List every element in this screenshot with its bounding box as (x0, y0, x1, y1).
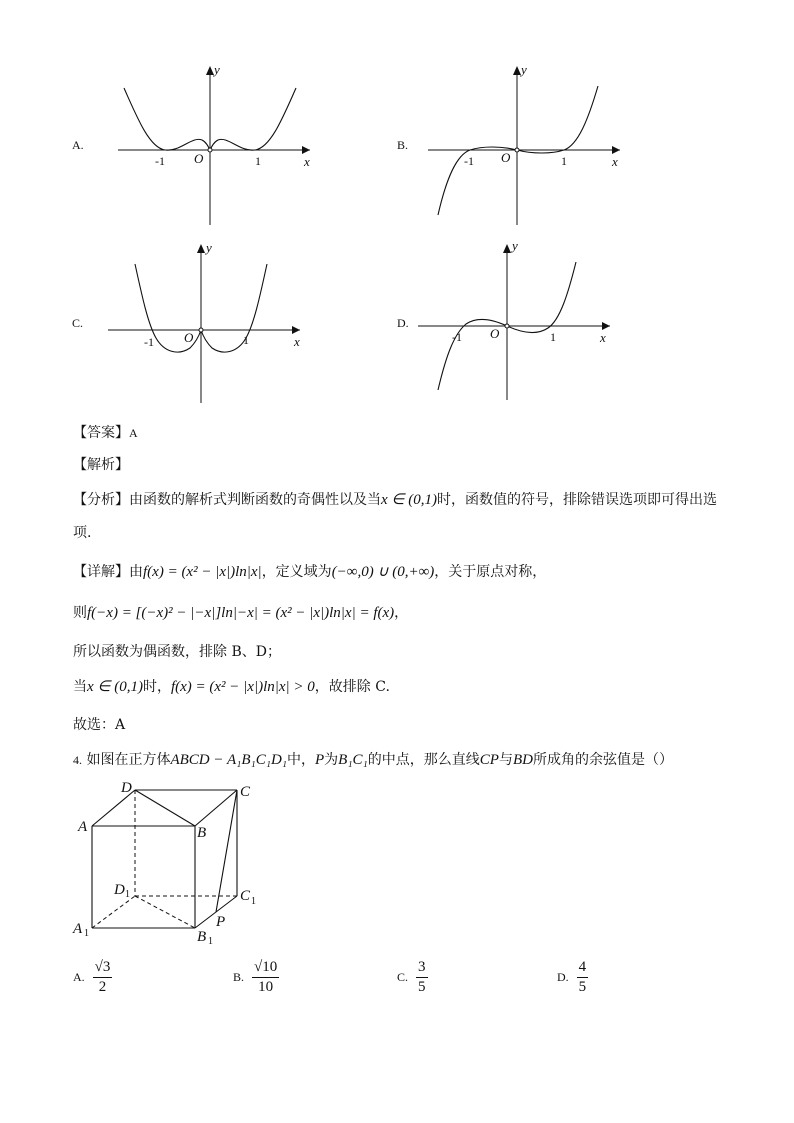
even-line: 所以函数为偶函数，排除 B、D； (73, 644, 281, 660)
tick-one: 1 (243, 333, 249, 347)
origin-dot (199, 328, 203, 332)
graph-c (100, 238, 310, 408)
x-axis-arrow (292, 326, 300, 334)
x-axis-arrow (302, 146, 310, 154)
detail-tag: 【详解】 (73, 564, 129, 580)
sign-expr: f(x) = (x² − |x|)ln|x| > 0 (170, 679, 315, 695)
label-d1-sub: 1 (125, 889, 130, 900)
detail-line: 【详解】由f(x) = (x² − |x|)ln|x|，定义域为(−∞,0) ∪ (0,+∞)，关于原点对称， (73, 564, 547, 580)
label-b1-sub: 1 (208, 936, 213, 947)
choice-b-fraction: $\frac{√10}{10}$ (254, 959, 278, 995)
tick-neg-one: -1 (464, 154, 474, 168)
origin-dot (208, 148, 212, 152)
tick-neg-one: -1 (155, 154, 165, 168)
segment-cp (216, 790, 237, 912)
tick-one: 1 (255, 154, 261, 168)
choose-line: 故选：A (73, 717, 126, 733)
label-b1: B (197, 929, 207, 945)
label-c: C (240, 784, 251, 800)
label-p: P (216, 914, 226, 930)
choice-d[interactable] (557, 958, 588, 997)
parity-expr: f(−x) = [(−x)² − |−x|]ln|−x| = (x² − |x|)ln|x| = f(x) (87, 605, 395, 621)
answer-tag: 【答案】 (73, 425, 129, 441)
then-line: 则f(−x) = [(−x)² − |−x|]ln|−x| = (x² − |x|)ln|x| = f(x)， (73, 605, 409, 621)
graph-b (420, 60, 630, 230)
fenxi-line: 【分析】由函数的解析式判断函数的奇偶性以及当x ∈ (0,1)时，函数值的符号，排除错误选项即可得出选 (73, 492, 717, 508)
origin-label: O (490, 326, 500, 341)
y-axis-arrow (197, 244, 205, 253)
y-label: y (206, 240, 212, 255)
x-axis-arrow (602, 322, 610, 330)
label-c1: C (240, 888, 251, 904)
fenxi-tag: 【分析】 (73, 492, 129, 508)
tick-neg-one: -1 (452, 330, 462, 344)
x-label: x (600, 330, 606, 345)
graph-d (410, 238, 620, 408)
origin-label: O (184, 330, 194, 345)
choice-d-fraction: $\frac{4}{5}$ (578, 959, 587, 995)
x-axis-arrow (612, 146, 620, 154)
analysis-heading: 【解析】 (73, 457, 129, 473)
label-a1-sub: 1 (84, 928, 89, 939)
choice-a[interactable] (73, 958, 112, 997)
answer-line (73, 422, 138, 442)
graph-a (110, 60, 320, 230)
y-label: y (521, 62, 527, 77)
option-d-letter: D. (397, 316, 409, 330)
edge-a1d1-hidden (92, 896, 135, 928)
origin-dot (515, 148, 519, 152)
interval-expr: x ∈ (0,1) (381, 492, 437, 508)
label-a: A (78, 819, 88, 835)
question-4: 4. 如图在正方体ABCD − A₁B₁C₁D₁中，P为B₁C₁的中点，那么直线CP与BD所成角的余弦值是（） (73, 752, 673, 768)
x-label: x (612, 154, 618, 169)
y-axis-arrow (503, 244, 511, 253)
choice-a-fraction: $\frac{√3}{2}$ (94, 959, 111, 995)
y-label: y (214, 62, 220, 77)
option-c-letter: C. (72, 316, 84, 330)
y-label: y (512, 238, 518, 253)
tick-one: 1 (550, 330, 556, 344)
option-a-letter: A. (72, 138, 84, 152)
when-line: 当x ∈ (0,1)时，f(x) = (x² − |x|)ln|x| > 0，故排除 C. (73, 679, 390, 695)
choice-d-letter: D. (557, 969, 569, 984)
choice-c-letter: C. (397, 969, 409, 984)
option-b-letter: B. (397, 138, 409, 152)
y-axis-arrow (206, 66, 214, 75)
edge-bd (135, 790, 195, 826)
label-b: B (197, 825, 207, 841)
interval-expr-2: x ∈ (0,1) (87, 679, 143, 695)
origin-label: O (194, 151, 204, 166)
cube-figure (70, 778, 270, 948)
origin-label: O (501, 150, 511, 165)
x-label: x (304, 154, 310, 169)
origin-dot (505, 324, 509, 328)
choice-b-letter: B. (233, 969, 245, 984)
label-c1-sub: 1 (251, 896, 256, 907)
cube-name: ABCD − A₁B₁C₁D₁ (170, 752, 287, 768)
tick-neg-one: -1 (144, 335, 154, 349)
question-number: 4. (73, 753, 82, 767)
label-a1: A (73, 921, 83, 937)
label-d1: D (114, 882, 125, 898)
fenxi-line-2: 项. (73, 525, 92, 541)
answer-value: A (129, 426, 138, 440)
choice-c-fraction: $\frac{3}{5}$ (418, 959, 426, 995)
y-axis-arrow (513, 66, 521, 75)
edge-d1b1-hidden (135, 896, 195, 928)
choice-c[interactable] (397, 958, 428, 997)
x-label: x (294, 334, 300, 349)
domain-expr: (−∞,0) ∪ (0,+∞) (331, 564, 435, 580)
choice-a-letter: A. (73, 969, 85, 984)
label-d: D (121, 780, 132, 796)
edge-bc (195, 790, 237, 826)
choice-b[interactable] (233, 958, 279, 997)
tick-one: 1 (561, 154, 567, 168)
function-def: f(x) = (x² − |x|)ln|x| (143, 564, 262, 580)
